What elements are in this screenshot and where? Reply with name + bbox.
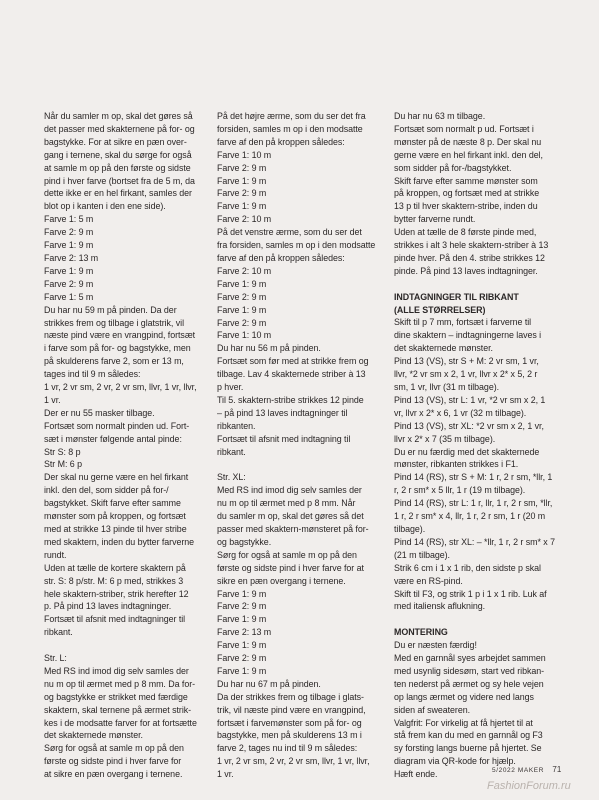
text-line: Du har nu 59 m på pinden. Da der: [44, 304, 177, 315]
text-line: Uden at tælle de 8 første pinde med,: [394, 227, 537, 238]
text-line: Farve 1: 9 m: [217, 640, 267, 651]
text-line: vr, llvr x 2* x 6, 1 vr (32 m tilbage).: [394, 407, 527, 418]
text-line: Farve 1: 9 m: [217, 278, 267, 289]
text-line: Fortsæt som normalt p ud. Fortsæt i: [394, 123, 534, 134]
text-column-2: [217, 110, 377, 781]
text-line: Farve 1: 9 m: [44, 265, 94, 276]
text-line: Med RS ind imod dig selv samles der: [44, 665, 189, 676]
text-line: op langs ærmet og videre ned langs: [394, 691, 534, 702]
text-line: Fortsæt til afsnit med indtagning til: [217, 433, 351, 444]
watermark: FashionForum.ru: [487, 780, 571, 792]
text-line: gerne være en hel firkant inkl. den del,: [394, 149, 543, 160]
text-line: bagstykket. Skift farve efter samme: [44, 498, 181, 509]
text-column-1: [44, 110, 204, 781]
text-line: Farve 2: 9 m: [217, 317, 267, 328]
text-line: forsiden, samles m op i den modsatte: [217, 123, 363, 134]
paragraph-gap: [217, 458, 377, 471]
text-line: dine skaktern – indtagningerne laves i: [394, 330, 542, 341]
section-heading: INDTAGNINGER TIL RIBKANT: [394, 291, 519, 302]
text-line: Farve 2: 9 m: [44, 227, 94, 238]
text-line: Pind 13 (VS), str S + M: 2 vr sm, 1 vr,: [394, 356, 539, 367]
text-line: pinde. På pind 13 laves indtagninger.: [394, 265, 538, 276]
text-line: Farve 2: 10 m: [217, 214, 272, 225]
text-line: Pind 14 (RS), str L: 1 r, llr, 1 r, 2 r sm, *llr,: [394, 498, 553, 509]
text-line: hele skaktern-striber, strik herefter 12: [44, 588, 189, 599]
text-line: Skift til p 7 mm, fortsæt i farverne til: [394, 317, 532, 328]
text-line: På det højre ærme, som du ser det fra: [217, 111, 366, 121]
text-line: Fortsæt til afsnit med indtagninger til: [44, 614, 186, 625]
text-line: Du har nu 56 m på pinden.: [217, 343, 321, 354]
text-line: i farve som på for- og bagstykke, men: [44, 343, 191, 354]
paragraph-gap: [394, 278, 559, 291]
text-line: sy forsting langs buerne på hjertet. Se: [394, 743, 542, 754]
text-line: 1 vr, 2 vr sm, 2 vr, 2 vr sm, llvr, 1 vr, llvr,: [44, 382, 197, 393]
text-line: Farve 2: 9 m: [44, 278, 94, 289]
text-line: farve af den på kroppen således:: [217, 252, 345, 263]
text-line: Str. L:: [44, 653, 67, 664]
text-line: nu m op til ærmet med p 8 mm. Da for-: [44, 678, 196, 689]
text-line: Farve 2: 9 m: [217, 291, 267, 302]
paragraph-gap: [394, 613, 559, 626]
text-line: bytter farverne rundt.: [394, 214, 476, 225]
text-line: 1 vr.: [217, 769, 234, 780]
text-line: På det venstre ærme, som du ser det: [217, 227, 362, 238]
text-line: første og sidste pind i hver farve for: [44, 756, 182, 767]
text-line: sm, 1 vr, llvr (31 m tilbage).: [394, 382, 500, 393]
text-line: inkl. den del, som sidder på for-/: [44, 485, 169, 496]
text-line: Farve 2: 9 m: [217, 653, 267, 664]
text-line: det passer med skakternene på for- og: [44, 123, 195, 134]
text-line: Farve 2: 13 m: [44, 252, 99, 263]
text-line: Farve 1: 5 m: [44, 291, 94, 302]
text-line: strikkes frem og tilbage i glatstrik, vil: [44, 317, 184, 328]
text-line: Farve 1: 10 m: [217, 149, 272, 160]
text-line: strikkes i alt 3 hele skaktern-striber à 13: [394, 240, 549, 251]
text-line: med usynlig sidesøm, start ved ribkan-: [394, 665, 545, 676]
text-line: Sørg for også at samle m op på den: [44, 743, 184, 754]
text-line: nu m op til ærmet med p 8 mm. Når: [217, 498, 356, 509]
text-line: Farve 2: 9 m: [217, 162, 267, 173]
text-line: Farve 2: 9 m: [217, 188, 267, 199]
text-line: sæt i mønster følgende antal pinde:: [44, 433, 182, 444]
text-line: Farve 2: 10 m: [217, 265, 272, 276]
text-line: på kroppen, og fortsæt med at strikke: [394, 188, 540, 199]
text-line: ribkant.: [44, 627, 73, 638]
text-line: Farve 1: 9 m: [217, 665, 267, 676]
text-line: Farve 1: 9 m: [217, 201, 267, 212]
text-line: mønster som på kroppen, og fortsæt: [44, 511, 186, 522]
text-line: Med en garnnål syes arbejdet sammen: [394, 653, 546, 664]
text-line: Der skal nu gerne være en hel firkant: [44, 472, 189, 483]
text-line: med italiensk aflukning.: [394, 601, 486, 612]
text-column-3: [394, 110, 562, 781]
text-line: Str. XL:: [217, 472, 246, 483]
text-line: første og sidste pind i hver farve for at: [217, 562, 364, 573]
section-heading: (ALLE STØRRELSER): [394, 304, 486, 315]
page-number: 71: [552, 765, 562, 774]
text-line: p. På pind 13 laves indtagninger.: [44, 601, 172, 612]
text-line: tages ind til 9 m således:: [44, 369, 141, 380]
text-line: skaktern, skal ternene på ærmet strik-: [44, 704, 192, 715]
text-line: Farve 1: 9 m: [44, 240, 94, 251]
text-line: Du er næsten færdig!: [394, 640, 477, 651]
text-line: mønster, ribkanten strikkes i F1.: [394, 459, 519, 470]
text-line: som sidder på for-/bagstykket.: [394, 162, 512, 173]
text-line: Fortsæt som før med at strikke frem og: [217, 356, 369, 367]
text-line: Sørg for også at samle m op på den: [217, 549, 357, 560]
text-line: farve af den på kroppen således:: [217, 136, 345, 147]
text-line: 1 r, 2 r sm* x 4, llr, 1 r, 2 r sm, 1 r (20 m: [394, 511, 546, 522]
text-line: at sikre en pæn overgang i ternene.: [44, 769, 183, 780]
text-line: Skift farve efter samme mønster som: [394, 175, 538, 186]
text-line: Pind 13 (VS), str L: 1 vr, *2 vr sm x 2, 1: [394, 394, 546, 405]
text-line: 13 p til hver skaktern-stribe, inden du: [394, 201, 538, 212]
text-line: str. S: 8 p/str. M: 6 p med, strikkes 3: [44, 575, 184, 586]
text-line: Strik 6 cm i 1 x 1 rib, den sidste p skal: [394, 562, 541, 573]
text-line: stå frem kan du med en garnnål og F3: [394, 730, 543, 741]
text-line: Farve 2: 9 m: [217, 601, 267, 612]
text-line: Til 5. skaktern-stribe strikkes 12 pinde: [217, 394, 364, 405]
text-line: blot op i kanten i den ene side).: [44, 201, 166, 212]
text-line: tilbage. Lav 4 skakternede striber à 13: [217, 369, 366, 380]
text-line: Farve 1: 9 m: [217, 588, 267, 599]
text-line: ribkant.: [217, 446, 246, 457]
text-line: (21 m tilbage).: [394, 549, 450, 560]
text-line: passer med skaktern-mønsteret på for-: [217, 523, 369, 534]
text-line: – på pind 13 laves indtagninger til: [217, 407, 348, 418]
text-line: det skakternede mønster.: [394, 343, 493, 354]
text-line: Da der strikkes frem og tilbage i glats-: [217, 691, 364, 702]
text-line: bagstykke, men på skulderens 13 m i: [217, 730, 362, 741]
text-line: siden af sweateren.: [394, 704, 471, 715]
text-line: farve 2, tages nu ind til 9 m således:: [217, 743, 358, 754]
text-line: tilbage).: [394, 523, 426, 534]
text-line: det skakternede mønster.: [44, 730, 143, 741]
text-line: kes i de modsatte farver for at fortsætte: [44, 717, 197, 728]
text-line: Du er nu færdig med det skakternede: [394, 446, 540, 457]
text-line: Farve 1: 9 m: [217, 304, 267, 315]
text-line: llvr, *2 vr sm x 2, 1 vr, llvr x 2* x 5, 2 r: [394, 369, 538, 380]
text-line: Farve 1: 5 m: [44, 214, 94, 225]
magazine-name: MAKER: [517, 767, 545, 774]
issue-date: 5/2022: [492, 767, 516, 774]
text-line: Uden at tælle de kortere skaktern på: [44, 562, 186, 573]
text-line: ribkanten.: [217, 420, 256, 431]
text-line: ten nederst på ærmet og sy hele vejen: [394, 678, 544, 689]
text-line: pind i hver farve (bortset fra de 5 m, da: [44, 175, 195, 186]
text-line: med skaktern, inden du bytter farverne: [44, 536, 195, 547]
text-line: du samler m op, skal det gøres så det: [217, 511, 364, 522]
text-line: pinde hver. På den 4. stribe strikkes 12: [394, 252, 545, 263]
text-line: og bagstykke.: [217, 536, 272, 547]
text-line: Farve 1: 9 m: [217, 175, 267, 186]
text-line: Skift til F3, og strik 1 p i 1 x 1 rib. Luk af: [394, 588, 547, 599]
text-line: være en RS-pind.: [394, 575, 463, 586]
text-line: 1 vr, 2 vr sm, 2 vr, 2 vr sm, llvr, 1 vr, llvr,: [217, 756, 370, 767]
text-line: Når du samler m op, skal det gøres så: [44, 111, 193, 121]
text-line: at samle m op på den første og sidste: [44, 162, 191, 173]
text-line: 1 vr.: [44, 394, 61, 405]
text-line: Pind 14 (RS), str XL: – *llr, 1 r, 2 r sm* x 7: [394, 536, 555, 547]
text-line: bagstykke. For at sikre en pæn over-: [44, 136, 187, 147]
text-line: Der er nu 55 masker tilbage.: [44, 407, 155, 418]
text-line: gang i ternene, skal du sørge for også: [44, 149, 192, 160]
text-line: Hæft ende.: [394, 769, 438, 780]
text-line: Farve 2: 13 m: [217, 627, 272, 638]
text-line: Du har nu 63 m tilbage.: [394, 111, 486, 121]
text-line: næste pind være en vrangpind, fortsæt: [44, 330, 196, 341]
text-line: og bagstykke er strikket med færdige: [44, 691, 188, 702]
section-heading: MONTERING: [394, 627, 448, 638]
text-line: med at strikke 13 pinde til hver stribe: [44, 524, 187, 534]
text-line: Farve 1: 9 m: [217, 614, 267, 625]
page-footer: [492, 765, 561, 774]
text-line: dette ikke er en hel firkant, samles der: [44, 188, 192, 199]
text-line: mønster på de næste 8 p. Der skal nu: [394, 136, 542, 147]
text-line: Du har nu 67 m på pinden.: [217, 678, 321, 689]
paragraph-gap: [44, 639, 204, 652]
text-line: diagram via QR-kode for hjælp.: [394, 756, 516, 767]
text-line: Med RS ind imod dig selv samles der: [217, 485, 362, 496]
text-line: fra forsiden, samles m op i den modsatte: [217, 240, 376, 251]
text-line: fortsæt i farvemønster som på for- og: [217, 717, 362, 728]
text-line: rundt.: [44, 549, 67, 560]
text-line: på skulderens farve 2, som er 13 m,: [44, 356, 184, 367]
text-line: llvr x 2* x 7 (35 m tilbage).: [394, 433, 496, 444]
text-line: p hver.: [217, 382, 244, 393]
text-line: trik, vil næste pind være en vrangpind,: [217, 704, 366, 715]
text-line: Str S: 8 p: [44, 446, 81, 457]
text-line: Valgfrit: For virkelig at få hjertet til at: [394, 717, 533, 728]
text-line: sikre en pæn overgang i ternene.: [217, 575, 346, 586]
text-line: Pind 13 (VS), str XL: *2 vr sm x 2, 1 vr,: [394, 420, 544, 431]
text-line: Str M: 6 p: [44, 459, 82, 470]
text-line: Pind 14 (RS), str S + M: 1 r, 2 r sm, *llr, 1: [394, 472, 553, 483]
text-line: Farve 1: 10 m: [217, 330, 272, 341]
text-line: Fortsæt som normalt pinden ud. Fort-: [44, 420, 190, 431]
text-line: r, 2 r sm* x 5 llr, 1 r (19 m tilbage).: [394, 485, 526, 496]
